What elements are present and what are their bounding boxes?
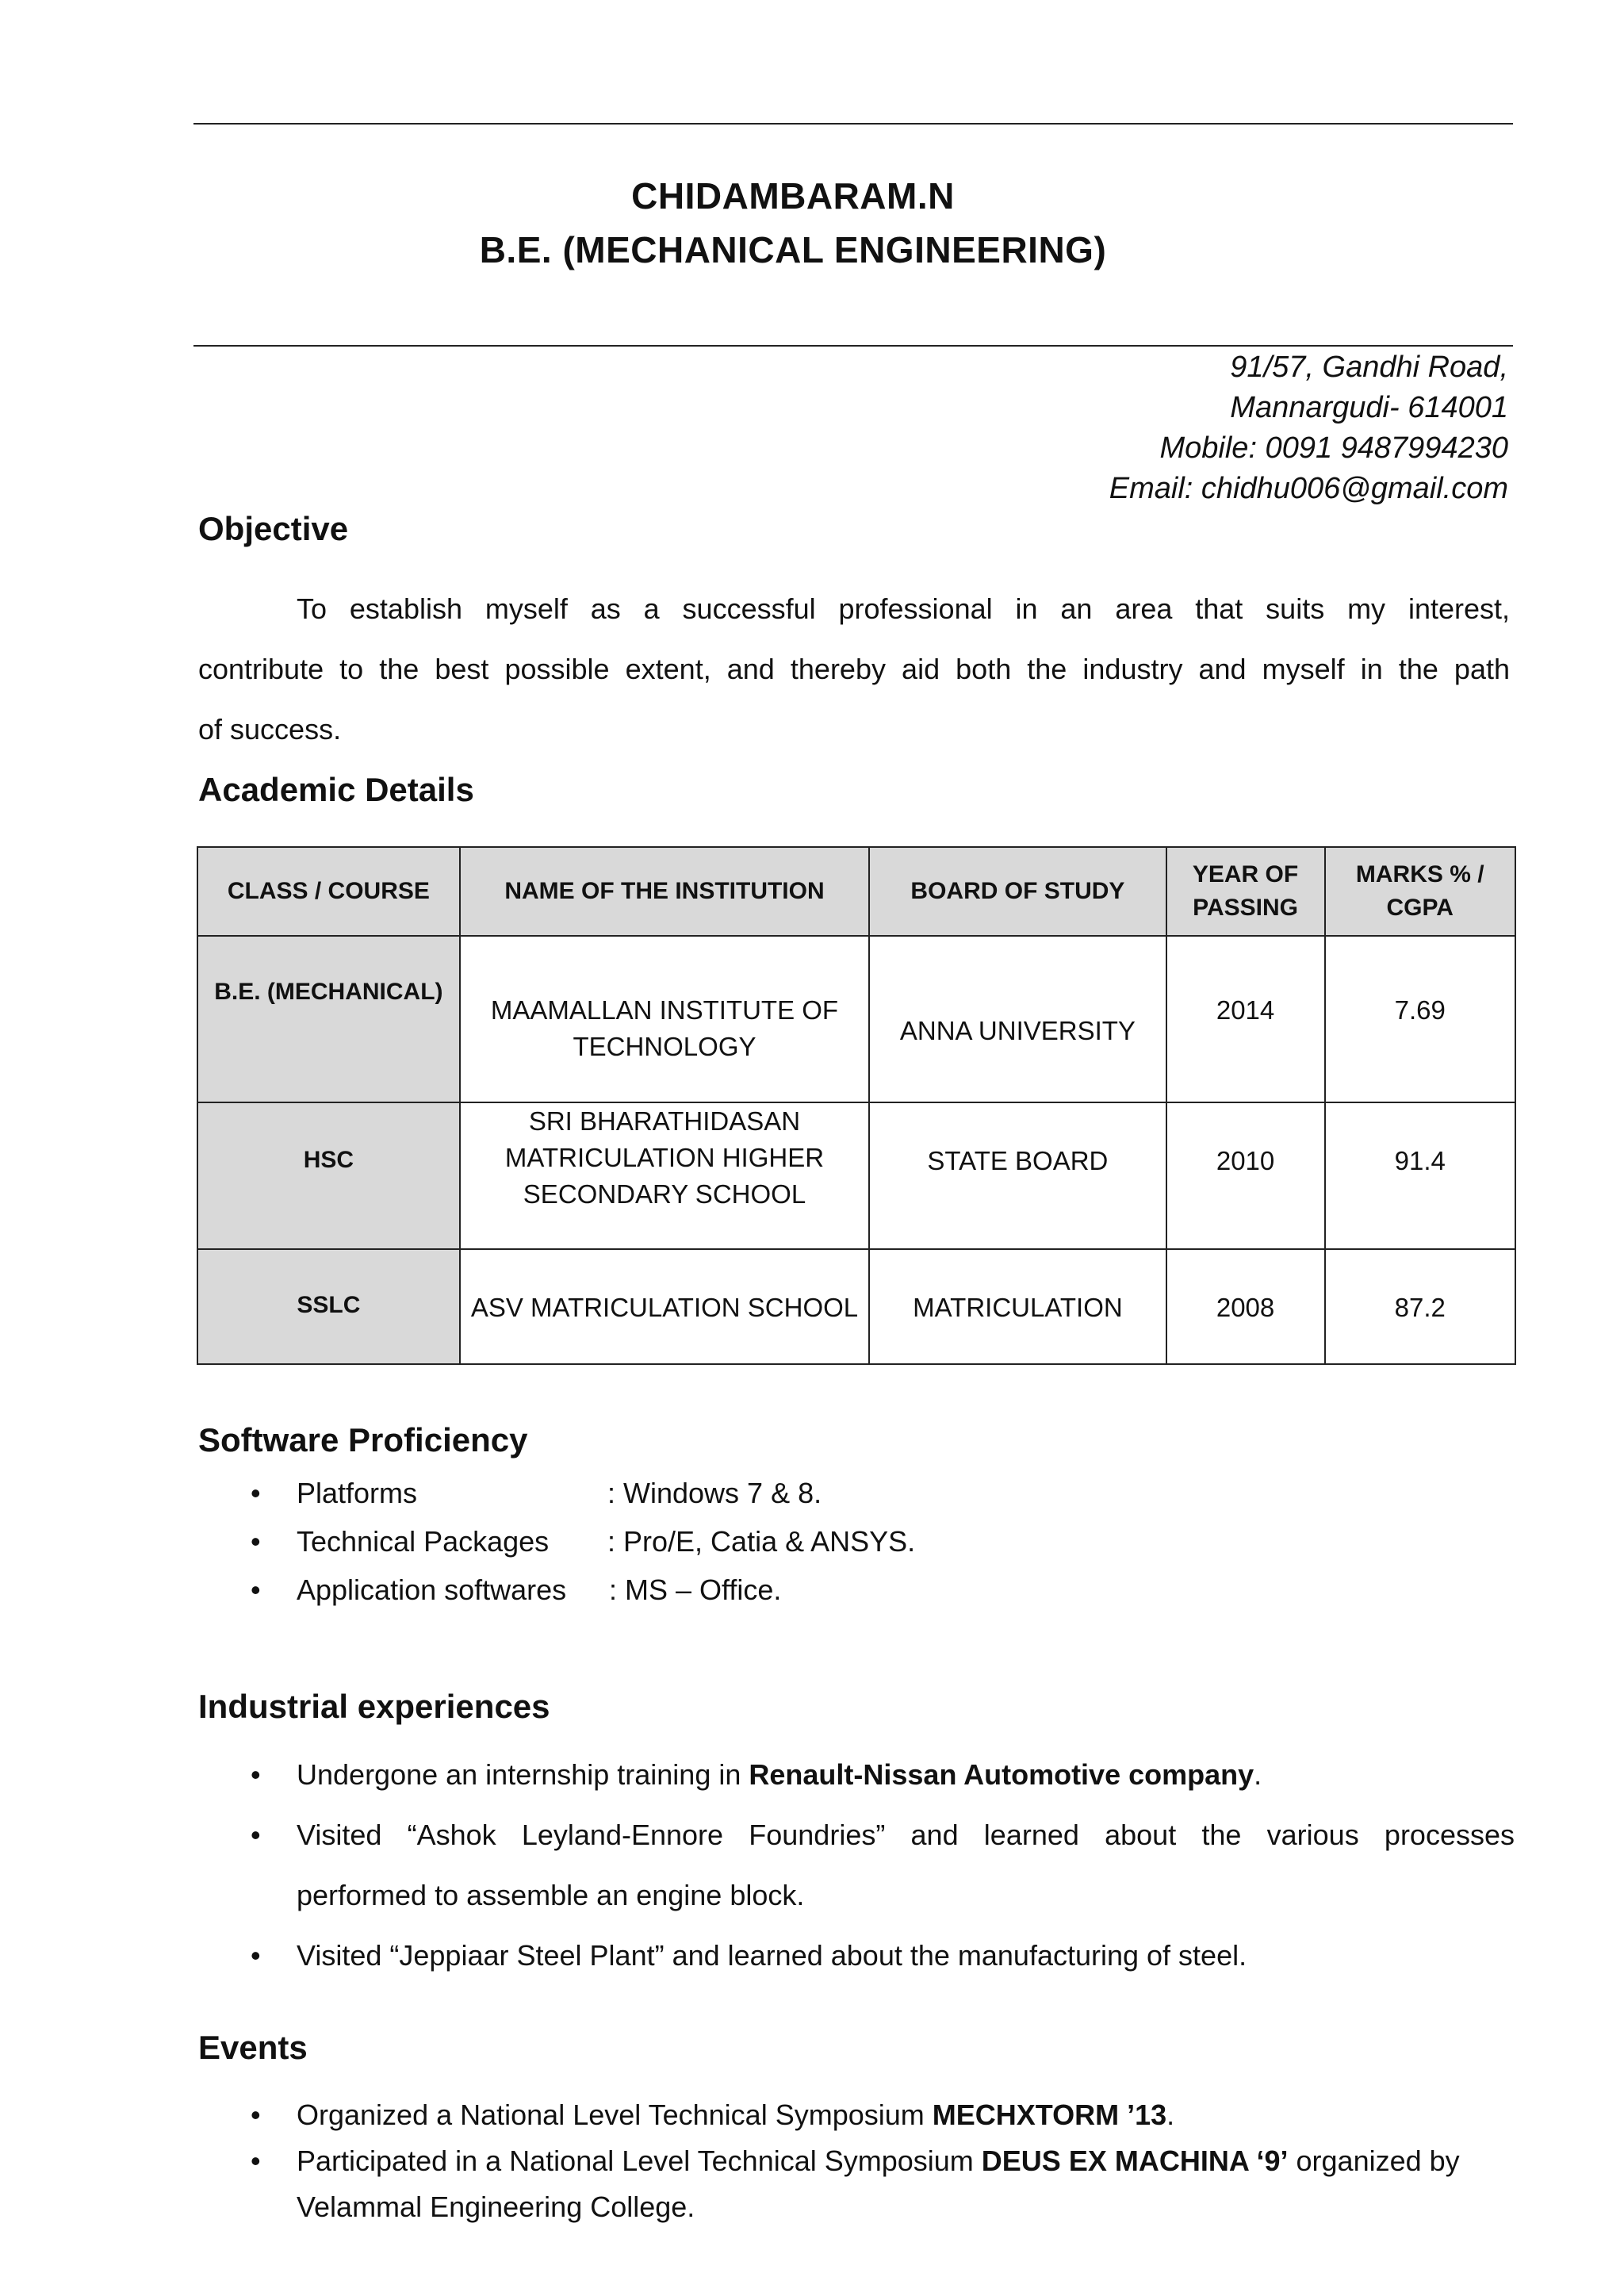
industrial-heading: Industrial experiences <box>198 1688 550 1725</box>
event-name: MECHXTORM ’13 <box>932 2099 1167 2131</box>
list-item <box>198 1745 1515 1805</box>
marks-cell: 91.4 <box>1325 1102 1516 1249</box>
table-row <box>197 936 1515 1102</box>
table-row <box>197 1102 1515 1249</box>
column-header: NAME OF THE INSTITUTION <box>460 847 869 936</box>
list-item <box>198 1805 1515 1926</box>
objective-line: of success. <box>198 713 342 746</box>
year-cell: 2008 <box>1166 1249 1325 1364</box>
events-list <box>198 2092 1515 2230</box>
address-line-1: 91/57, Gandhi Road, <box>1230 351 1508 384</box>
industrial-text: Undergone an internship training in <box>297 1758 749 1791</box>
bullet-icon: • <box>251 1573 261 1606</box>
objective-line: To establish myself as a successful professional in an area that suits my interest, <box>297 592 1510 625</box>
software-key: Technical Packages <box>297 1525 550 1558</box>
bullet-icon: • <box>251 1477 261 1509</box>
bullet-icon: • <box>251 1819 261 1851</box>
event-text: Organized a National Level Technical Symposium <box>297 2099 933 2131</box>
contact-block <box>795 347 1508 509</box>
list-item <box>198 2138 1515 2230</box>
institution-cell: ASV MATRICULATION SCHOOL <box>460 1249 869 1364</box>
academic-table <box>197 846 1516 1365</box>
objective-heading: Objective <box>198 510 349 547</box>
marks-cell: 87.2 <box>1325 1249 1516 1364</box>
objective-line: contribute to the best possible extent, and thereby aid both the industry and myself in the path <box>198 653 1510 685</box>
course-cell: SSLC <box>197 1249 460 1364</box>
software-list <box>198 1469 1515 1614</box>
email-address: Email: chidhu006@gmail.com <box>1109 472 1508 505</box>
mobile-number: Mobile: 0091 9487994230 <box>1159 431 1508 465</box>
industrial-text: Visited “Jeppiaar Steel Plant” and learned about the manufacturing of steel. <box>297 1939 1247 1972</box>
institution-cell: SRI BHARATHIDASAN MATRICULATION HIGHER SECONDARY SCHOOL <box>460 1102 869 1249</box>
board-cell: MATRICULATION <box>869 1249 1166 1364</box>
industrial-list <box>198 1745 1515 1986</box>
list-item <box>198 1517 1515 1566</box>
events-heading: Events <box>198 2029 308 2066</box>
marks-cell: 7.69 <box>1325 936 1516 1102</box>
event-text: Participated in a National Level Technical Symposium <box>297 2145 982 2177</box>
candidate-name: CHIDAMBARAM.N <box>631 175 955 217</box>
industrial-text: . <box>1254 1758 1262 1791</box>
column-header: BOARD OF STUDY <box>869 847 1166 936</box>
bullet-icon: • <box>251 1525 261 1558</box>
academic-heading: Academic Details <box>198 771 474 808</box>
software-value: : Windows 7 & 8. <box>607 1477 822 1509</box>
software-key: Platforms <box>297 1477 418 1509</box>
board-cell: STATE BOARD <box>869 1102 1166 1249</box>
event-text: organized by <box>1288 2145 1460 2177</box>
course-cell: B.E. (MECHANICAL) <box>197 936 460 1102</box>
board-cell: ANNA UNIVERSITY <box>869 936 1166 1102</box>
event-text: . <box>1166 2099 1175 2131</box>
objective-text <box>198 579 1510 760</box>
bullet-icon: • <box>251 2099 261 2131</box>
industrial-text: Visited “Ashok Leyland-Ennore Foundries” and learned about the various processes <box>297 1819 1515 1851</box>
event-text: Velammal Engineering College. <box>297 2191 695 2223</box>
software-heading: Software Proficiency <box>198 1421 528 1458</box>
year-cell: 2010 <box>1166 1102 1325 1249</box>
header-rule <box>193 345 1513 347</box>
event-name: DEUS EX MACHINA ‘9’ <box>981 2145 1289 2177</box>
year-cell: 2014 <box>1166 936 1325 1102</box>
bullet-icon: • <box>251 1939 261 1972</box>
bullet-icon: • <box>251 1758 261 1791</box>
course-cell: HSC <box>197 1102 460 1249</box>
list-item <box>198 1926 1515 1986</box>
column-header: MARKS % / CGPA <box>1325 847 1516 936</box>
table-header-row <box>197 847 1515 936</box>
software-value: : MS – Office. <box>609 1573 782 1606</box>
bullet-icon: • <box>251 2145 261 2177</box>
software-key: Application softwares <box>297 1573 567 1606</box>
address-line-2: Mannargudi- 614001 <box>1230 391 1508 424</box>
list-item <box>198 2092 1515 2138</box>
column-header: CLASS / COURSE <box>197 847 460 936</box>
institution-cell: MAAMALLAN INSTITUTE OF TECHNOLOGY <box>460 936 869 1102</box>
software-value: : Pro/E, Catia & ANSYS. <box>607 1525 916 1558</box>
company-name: Renault-Nissan Automotive company <box>749 1758 1254 1791</box>
industrial-text: performed to assemble an engine block. <box>297 1879 805 1911</box>
list-item <box>198 1566 1515 1614</box>
table-row <box>197 1249 1515 1364</box>
candidate-degree: B.E. (MECHANICAL ENGINEERING) <box>479 229 1107 270</box>
list-item <box>198 1469 1515 1517</box>
column-header: YEAR OF PASSING <box>1166 847 1325 936</box>
top-rule <box>193 123 1513 125</box>
